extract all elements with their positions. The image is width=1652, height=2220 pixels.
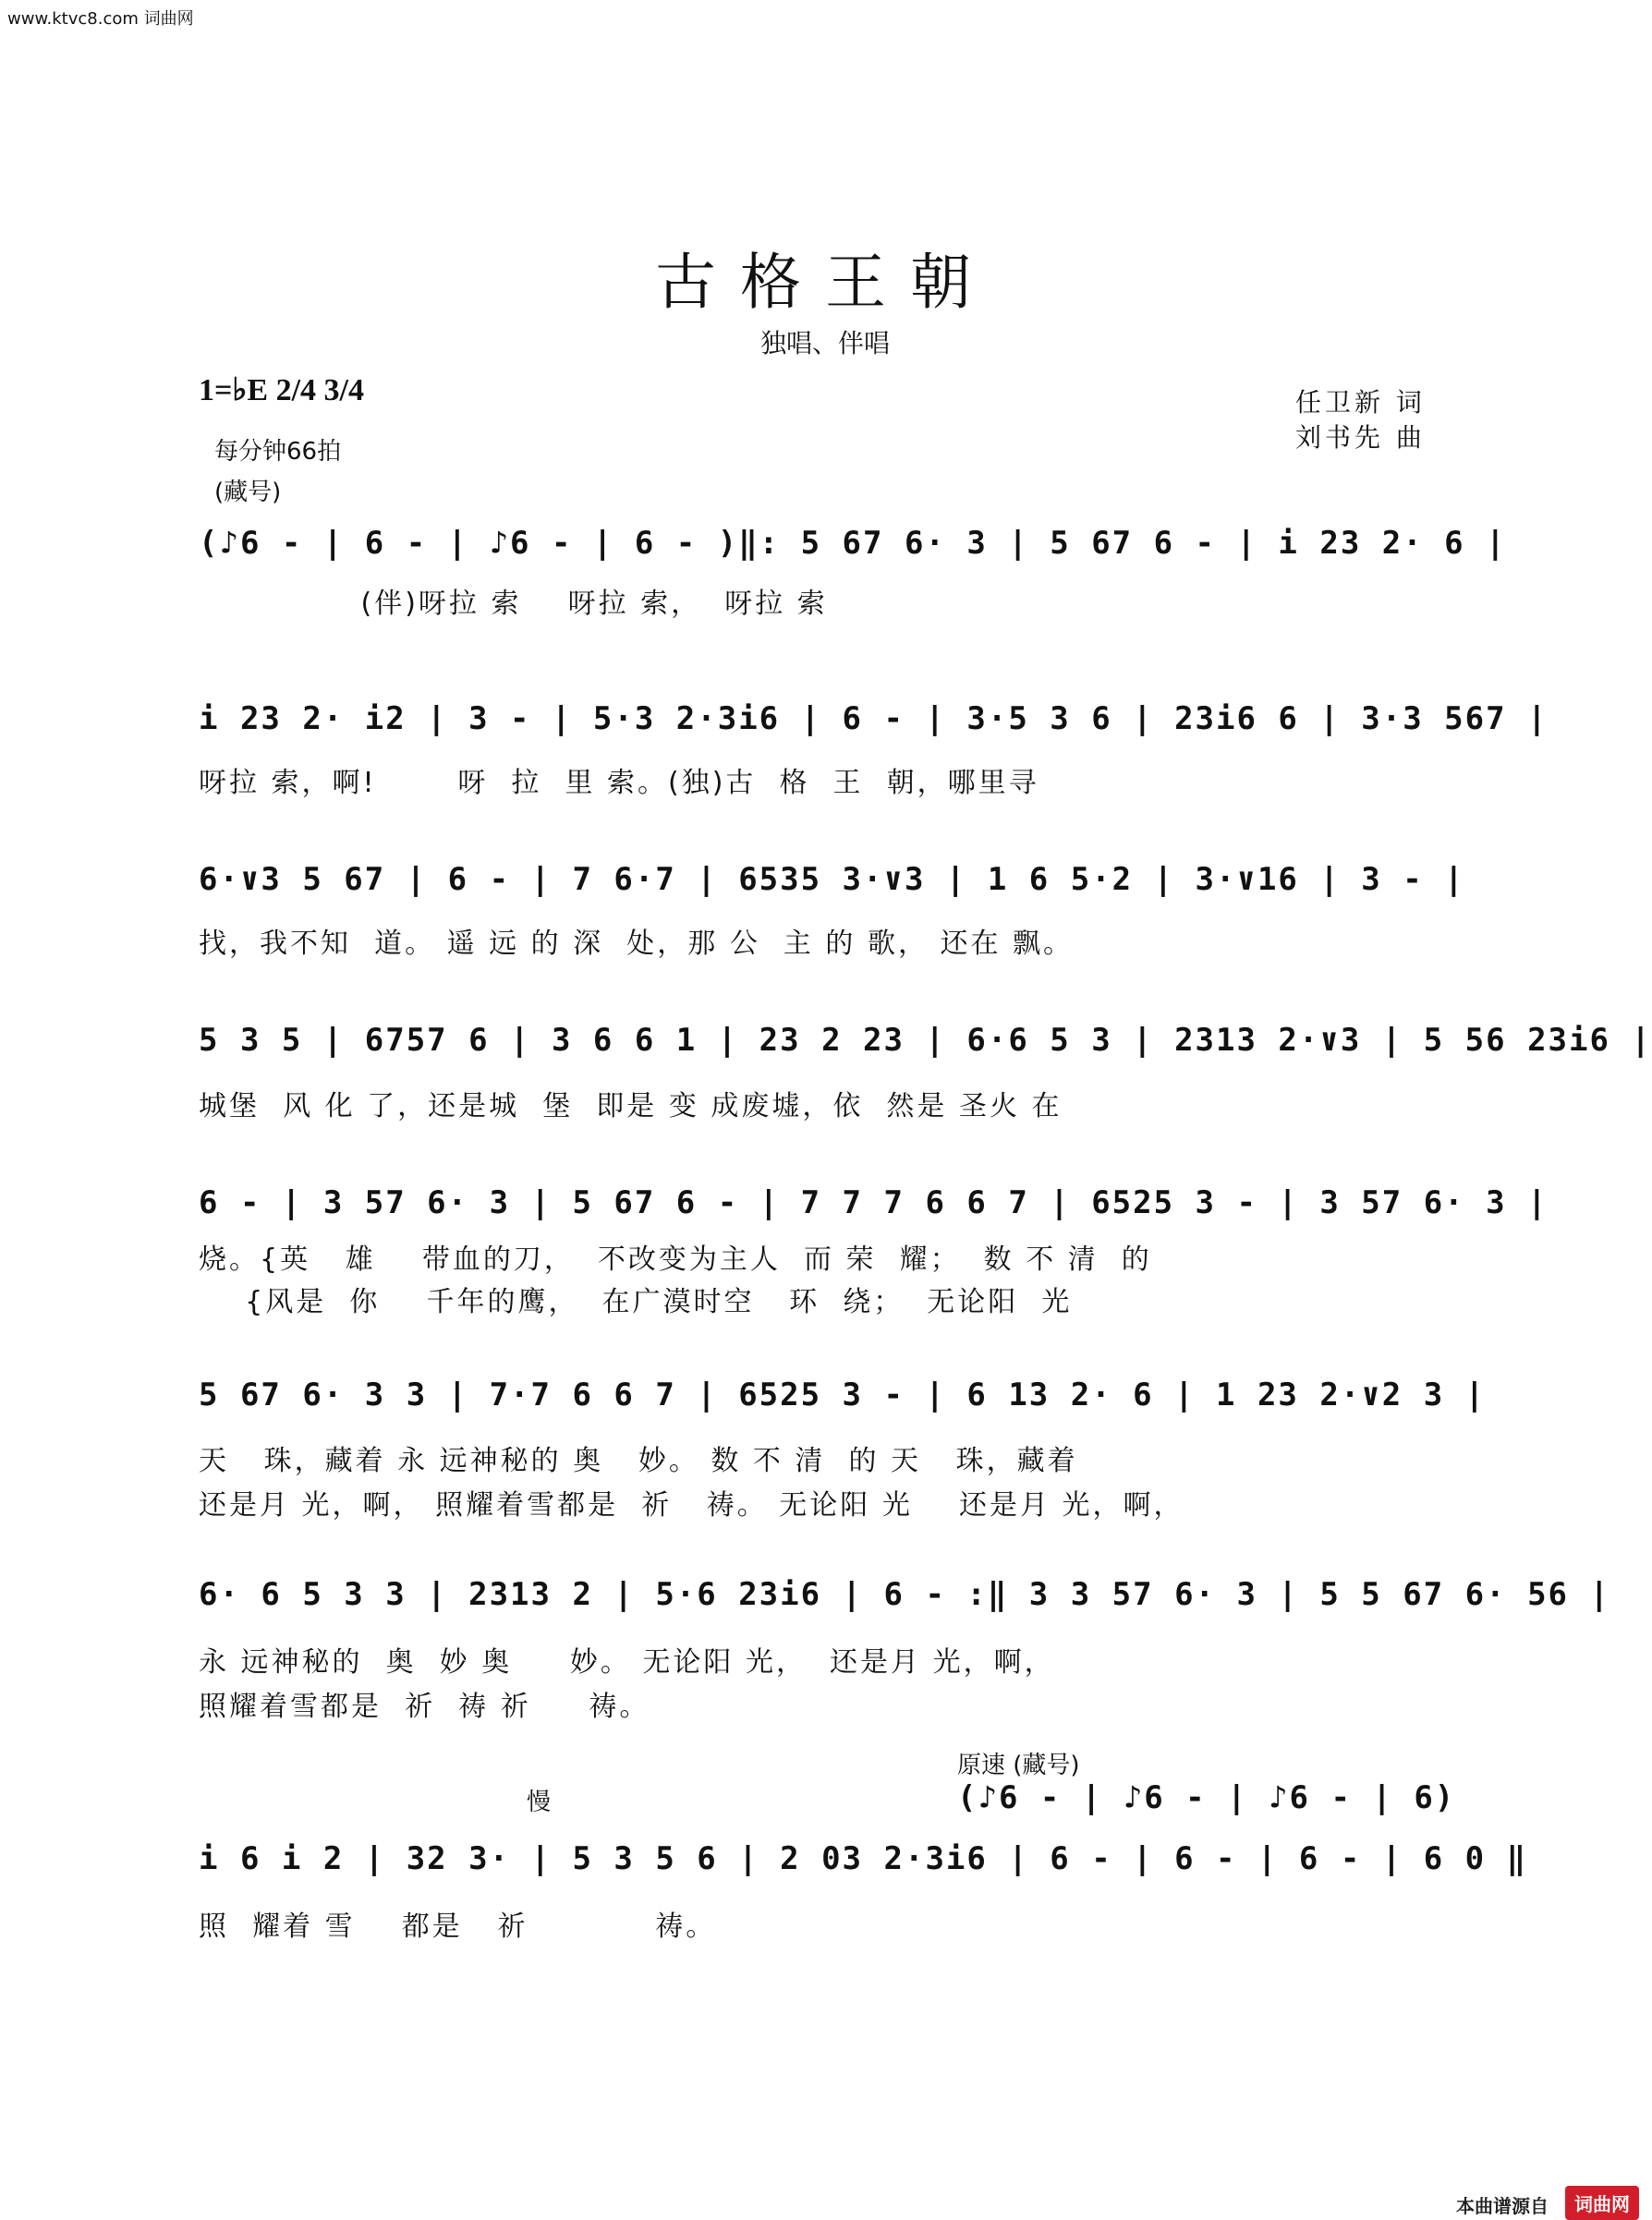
lyric-line-5b: {风是 你 千年的鹰， 在广漠时空 环 绕； 无论阳 光 (199, 1286, 1073, 1318)
song-title: 古格王朝 (655, 247, 995, 318)
notation-line-6: 5 67 6· 3 3 | 7·7 6 6 7 | 6525 3 - | 6 13 2· 6 | 1 23 2·∨2 3 | (199, 1377, 1487, 1413)
lyric-line-4: 城堡 风 化 了，还是城 堡 即是 变 成废墟，依 然是 圣火 在 (199, 1090, 1063, 1122)
lyricist-credit: 任卫新 词 (1295, 387, 1426, 418)
key-signature: 1=♭E 2/4 3/4 (199, 373, 364, 407)
lyric-line-5a: 烧。{英 雄 带血的刀， 不改变为主人 而 荣 耀； 数 不 清 的 (199, 1243, 1152, 1276)
notation-line-5: 6 - | 3 57 6· 3 | 5 67 6 - | 7 7 7 6 6 7 | 6525 3 - | 3 57 6· 3 | (199, 1184, 1549, 1221)
lyric-line-3: 找，我不知 道。 遥 远 的 深 处，那 公 主 的 歌， 还在 飘。 (199, 928, 1075, 960)
instrument-note: (藏号) (214, 479, 282, 506)
lyric-line-2: 呀拉 索，啊! 呀 拉 里 索。(独)古 格 王 朝，哪里寻 (199, 767, 1039, 799)
source-label: 本曲谱源自 (1456, 2195, 1549, 2217)
lyric-line-final: 照 耀着 雪 都是 祈 祷。 (199, 1911, 717, 1943)
notation-line-1: (♪6 - | 6 - | ♪6 - | 6 - )‖: 5 67 6· 3 | 5 67 6 - | i 23 2· 6 | (199, 525, 1507, 562)
site-badge: 词曲网 (1565, 2186, 1639, 2220)
tempo-mark: 每分钟66拍 (214, 438, 342, 466)
upper-horn-line: (♪6 - | ♪6 - | ♪6 - | 6) (957, 1779, 1456, 1816)
notation-line-final: i 6 i 2 | 32 3· | 5 3 5 6 | 2 03 2·3i6 | 6 - | 6 - | 6 - | 6 0 ‖ (199, 1840, 1528, 1877)
slow-tempo-mark: 慢 (527, 1789, 552, 1816)
notation-line-2: i 23 2· i2 | 3 - | 5·3 2·3i6 | 6 - | 3·5 3 6 | 23i6 6 | 3·3 567 | (199, 700, 1549, 737)
composer-credit: 刘书先 曲 (1295, 422, 1426, 453)
notation-line-7: 6· 6 5 3 3 | 2313 2 | 5·6 23i6 | 6 - :‖ 3 3 57 6· 3 | 5 5 67 6· 56 | (199, 1576, 1610, 1613)
lyric-line-6a: 天 珠，藏着 永 远神秘的 奥 妙。 数 不 清 的 天 珠，藏着 (199, 1445, 1078, 1477)
lyric-line-1: (伴)呀拉 索 呀拉 索， 呀拉 索 (199, 588, 828, 620)
lyric-line-7a: 永 远神秘的 奥 妙 奥 妙。 无论阳 光， 还是月 光，啊， (199, 1646, 1055, 1679)
original-tempo-mark: 原速 (藏号) (957, 1752, 1080, 1779)
lyric-line-7b: 照耀着雪都是 祈 祷 祈 祷。 (199, 1691, 650, 1723)
notation-line-4: 5 3 5 | 6757 6 | 3 6 6 1 | 23 2 23 | 6·6 5 3 | 2313 2·∨3 | 5 56 23i6 | (199, 1022, 1652, 1059)
lyric-line-6b: 还是月 光，啊， 照耀着雪都是 祈 祷。 无论阳 光 还是月 光，啊， (199, 1489, 1184, 1522)
song-subtitle: 独唱、伴唱 (759, 328, 890, 358)
site-watermark: www.ktvc8.com 词曲网 (7, 9, 194, 29)
notation-line-3: 6·∨3 5 67 | 6 - | 7 6·7 | 6535 3·∨3 | 1 6 5·2 | 3·∨16 | 3 - | (199, 861, 1465, 898)
